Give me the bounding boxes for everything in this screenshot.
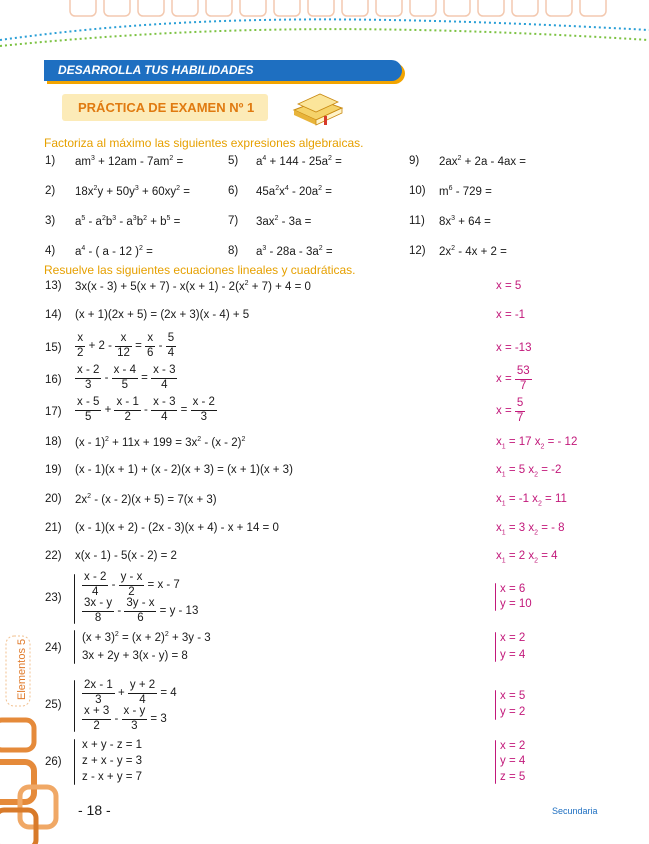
exercise-number: 3) bbox=[45, 215, 56, 227]
equation: $\frac{x - 2}{4}$ - $\frac{y - x}{2}$ = x - 7 bbox=[84, 571, 180, 598]
equation: $\frac{3x - y}{8}$ - $\frac{3y - x}{6}$ = y - 13 bbox=[84, 597, 199, 624]
exercise-number: 25) bbox=[45, 699, 62, 711]
exercise-number: 20) bbox=[45, 493, 62, 505]
answer: x = 6 bbox=[500, 583, 526, 595]
equation: $\frac{x}{2}$ + 2 - $\frac{x}{12}$ = $\frac{x}{6}$ - $\frac{5}{4}$ bbox=[77, 332, 175, 359]
exercise-expression: $a^3 - 28a - 3a^2$ = bbox=[256, 245, 333, 258]
equation: (x - 1)(x + 2) - (2x - 3)(x + 4) - x + 14 = 0 bbox=[75, 522, 279, 534]
exercise-expression: $m^6 - 729$ = bbox=[439, 185, 492, 198]
exercise-expression: $45a^2x^4 - 20a^2$ = bbox=[256, 185, 332, 198]
answer: y = 2 bbox=[500, 706, 526, 718]
equation: z + x - y = 3 bbox=[82, 755, 143, 767]
answer-brace bbox=[495, 690, 496, 720]
answer: x = 2 bbox=[500, 632, 526, 644]
exercise-number: 11) bbox=[409, 215, 425, 227]
exercise-expression: $18x^2y + 50y^3 + 60xy^2$ = bbox=[75, 185, 190, 198]
equation: $\frac{2x - 1}{3}$ + $\frac{y + 2}{4}$ = 4 bbox=[84, 679, 177, 706]
equation: z - x + y = 7 bbox=[82, 771, 143, 783]
answer: x = 5 bbox=[500, 690, 526, 702]
exercise-number: 2) bbox=[45, 185, 56, 197]
practice-title: PRÁCTICA DE EXAMEN Nº 1 bbox=[78, 100, 255, 115]
system-brace bbox=[74, 574, 75, 624]
answer: $x_1 = 3$ $x_2$ = - 8 bbox=[496, 522, 565, 537]
exercise-number: 17) bbox=[45, 406, 62, 418]
answer: $x_1 = 2$ $x_2 = 4$ bbox=[496, 550, 558, 565]
level-label: Secundaria bbox=[552, 806, 598, 816]
answer: x = 5 bbox=[496, 280, 522, 292]
exercise-expression: $3ax^2 - 3a$ = bbox=[256, 215, 312, 228]
exercise-number: 19) bbox=[45, 464, 62, 476]
exercise-expression: $am^3 + 12am - 7am^2$ = bbox=[75, 155, 184, 168]
side-label: Elementos 5 bbox=[16, 638, 28, 700]
exercise-number: 22) bbox=[45, 550, 62, 562]
exercise-expression: $a^5 - a^2b^3 - a^3b^2 + b^5$ = bbox=[75, 215, 181, 228]
answer: x = -1 bbox=[496, 309, 526, 321]
exercise-number: 5) bbox=[228, 155, 239, 167]
answer: x = $\frac{5}{7}$ bbox=[496, 397, 524, 424]
exercise-number: 6) bbox=[228, 185, 239, 197]
exercise-number: 4) bbox=[45, 245, 56, 257]
exercise-number: 13) bbox=[45, 280, 62, 292]
equation: (x - 1)(x + 1) + (x - 2)(x + 3) = (x + 1)(x + 3) bbox=[75, 464, 293, 476]
exercise-number: 8) bbox=[228, 245, 239, 257]
answer: y = 10 bbox=[500, 598, 532, 610]
answer: $x_1 = -1$ $x_2 = 11$ bbox=[496, 493, 567, 508]
page-number: - 18 - bbox=[78, 802, 111, 818]
exercise-number: 15) bbox=[45, 342, 62, 354]
answer: x = -13 bbox=[496, 342, 532, 354]
exercise-number: 26) bbox=[45, 756, 62, 768]
equation: $\frac{x + 3}{2}$ - $\frac{x - y}{3}$ = 3 bbox=[84, 705, 167, 732]
practice-title-box bbox=[62, 94, 268, 121]
equation: $(x - 1)^2 + 11x + 199 = 3x^2 - (x - 2)^2$ bbox=[75, 436, 246, 449]
system-brace bbox=[74, 680, 75, 732]
equation: $\frac{x - 5}{5}$ + $\frac{x - 1}{2}$ - $\frac{x - 3}{4}$ = $\frac{x - 2}{3}$ bbox=[77, 396, 215, 423]
exercise-number: 23) bbox=[45, 592, 62, 604]
section-banner bbox=[44, 60, 402, 81]
exercise-expression: $8x^3 + 64$ = bbox=[439, 215, 491, 228]
exercise-number: 1) bbox=[45, 155, 56, 167]
answer: y = 4 bbox=[500, 755, 526, 767]
exercise-expression: $2x^2 - 4x + 2$ = bbox=[439, 245, 507, 258]
equation: $(x + 3)^2 = (x + 2)^2 + 3y - 3$ bbox=[82, 631, 211, 644]
side-decoration bbox=[0, 632, 70, 844]
answer: z = 5 bbox=[500, 771, 526, 783]
answer: x = 2 bbox=[500, 740, 526, 752]
answer-brace bbox=[495, 740, 496, 784]
answer-brace bbox=[495, 583, 496, 611]
book-icon bbox=[290, 88, 346, 128]
equation: $3x(x - 3) + 5(x + 7) - x(x + 1) - 2(x^2 + 7) + 4 = 0$ bbox=[75, 280, 311, 293]
equation: $2x^2 - (x - 2)(x + 5) = 7(x + 3)$ bbox=[75, 493, 217, 506]
answer: $x_1 = 17$ $x_2$ = - 12 bbox=[496, 436, 578, 451]
exercise-number: 12) bbox=[409, 245, 426, 257]
equation: $\frac{x - 2}{3}$ - $\frac{x - 4}{5}$ = $\frac{x - 3}{4}$ bbox=[77, 364, 176, 391]
equation: x + y - z = 1 bbox=[82, 739, 143, 751]
exercise-number: 16) bbox=[45, 374, 62, 386]
exercise-number: 21) bbox=[45, 522, 62, 534]
exercise-number: 24) bbox=[45, 642, 62, 654]
answer: $x_1 = 5$ $x_2 = -2$ bbox=[496, 464, 562, 479]
equation: 3x + 2y + 3(x - y) = 8 bbox=[82, 650, 188, 662]
exercise-number: 14) bbox=[45, 309, 62, 321]
answer: x = $\frac{53}{7}$ bbox=[496, 365, 530, 392]
section-heading-factor: Factoriza al máximo las siguientes expresiones algebraicas. bbox=[44, 136, 364, 150]
equation: (x + 1)(2x + 5) = (2x + 3)(x - 4) + 5 bbox=[75, 309, 250, 321]
exercise-number: 10) bbox=[409, 185, 426, 197]
system-brace bbox=[74, 630, 75, 664]
exercise-number: 7) bbox=[228, 215, 239, 227]
exercise-expression: $a^4 + 144 - 25a^2$ = bbox=[256, 155, 342, 168]
equation: x(x - 1) - 5(x - 2) = 2 bbox=[75, 550, 177, 562]
system-brace bbox=[74, 739, 75, 785]
banner-title: DESARROLLA TUS HABILIDADES bbox=[58, 63, 254, 77]
exercise-expression: $a^4$ - ( a - 12 )$^2$ = bbox=[75, 245, 153, 258]
answer-brace bbox=[495, 632, 496, 662]
section-heading-equations: Resuelve las siguientes ecuaciones lineales y cuadráticas. bbox=[44, 263, 356, 277]
answer: y = 4 bbox=[500, 649, 526, 661]
header-decoration bbox=[0, 0, 649, 58]
exercise-expression: $2ax^2 + 2a - 4ax$ = bbox=[439, 155, 527, 168]
exercise-number: 9) bbox=[409, 155, 420, 167]
exercise-number: 18) bbox=[45, 436, 62, 448]
